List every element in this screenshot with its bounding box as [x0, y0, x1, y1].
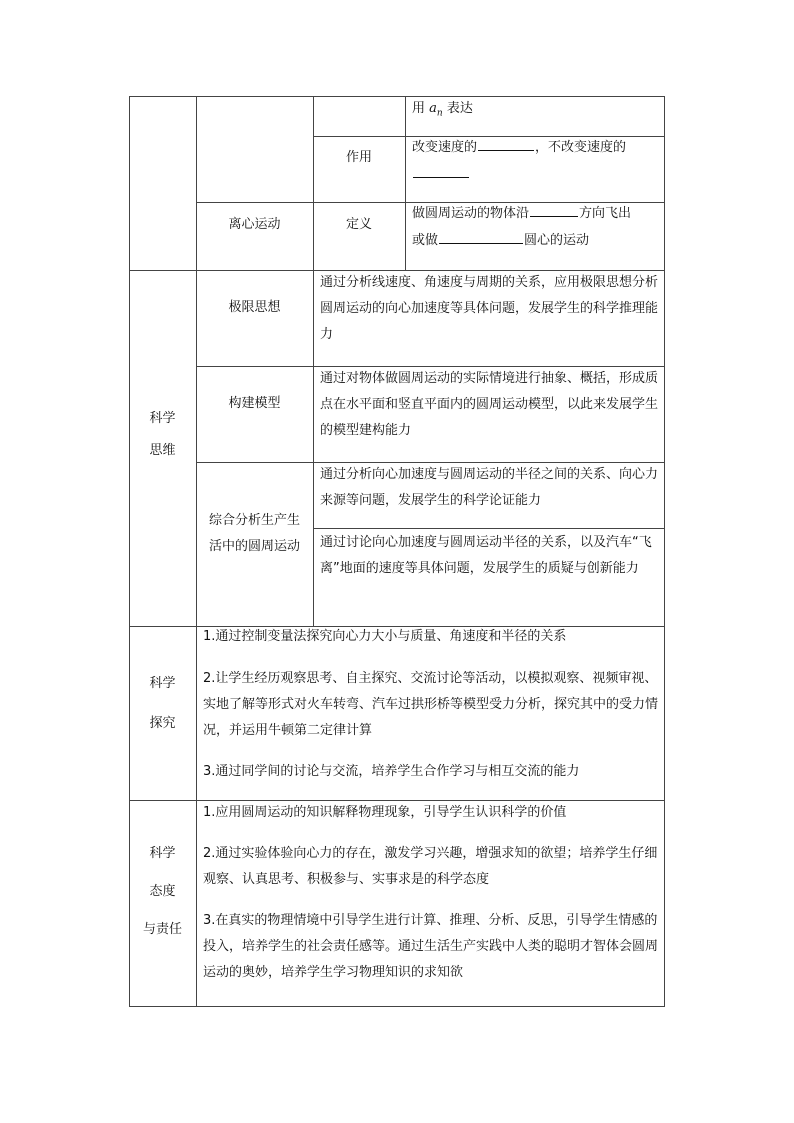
attitude-item-3: 3.在真实的物理情境中引导学生进行计算、推理、分析、反思，引导学生情感的投入，培养学生的社会责任感等。通过生活生产实践中人类的聪明才智体会圆周运动的奥妙，培养学生学习物理知识的求知欲 — [203, 913, 659, 980]
centrifugal-label: 离心运动 — [228, 217, 281, 232]
fill-blank — [530, 200, 578, 217]
model-text: 通过对物体做圆周运动的实际情境进行抽象、概括，形成质点在水平面和竖直平面内的圆周运动模型，以此来发展学生的模型建构能力 — [320, 371, 659, 438]
acceleration-subscript: n — [436, 108, 443, 119]
attitude-category: 科学 态度 与责任 — [142, 846, 182, 937]
inquiry-item-2: 2.让学生经历观察思考、自主探究、交流讨论等活动，以模拟观察、视频审视、实地了解等形式对火车转弯、汽车过拱形桥等模型受力分析，探究其中的受力情况，并运用牛顿第二定律计算 — [203, 671, 659, 738]
thinking-category: 科学 思维 — [149, 411, 176, 458]
limit-idea-label: 极限思想 — [228, 300, 281, 315]
express-cell — [412, 96, 660, 127]
express-prefix: 用 — [412, 101, 426, 116]
model-label: 构建模型 — [228, 396, 281, 411]
express-suffix: 表达 — [446, 101, 473, 116]
acceleration-symbol: a — [429, 101, 437, 116]
function-label: 作用 — [345, 150, 372, 165]
attitude-item-1: 1.应用圆周运动的知识解释物理现象，引导学生认识科学的价值 — [203, 805, 567, 820]
combined-text-2: 通过讨论向心加速度与圆周运动半径的关系，以及汽车“飞离”地面的速度等具体问题，发展学生的质疑与创新能力 — [320, 535, 652, 576]
definition-text: 做圆周运动的物体沿 方向飞出 或做 圆心的运动 — [412, 200, 660, 254]
combined-label: 综合分析生产生 活中的圆周运动 — [208, 513, 300, 554]
fill-blank — [413, 161, 469, 178]
definition-label: 定义 — [345, 217, 372, 232]
fill-blank — [439, 227, 523, 244]
limit-idea-text: 通过分析线速度、角速度与周期的关系，应用极限思想分析圆周运动的向心加速度等具体问题，发展学生的科学推理能力 — [320, 275, 659, 342]
fill-blank — [478, 134, 534, 151]
function-text: 改变速度的 ，不改变速度的 — [412, 134, 660, 188]
attitude-item-2: 2.通过实验体验向心力的存在，激发学习兴趣，增强求知的欲望；培养学生仔细观察、认真思考、积极参与、实事求是的科学态度 — [203, 846, 658, 887]
inquiry-item-1: 1.通过控制变量法探究向心力大小与质量、角速度和半径的关系 — [203, 629, 567, 644]
inquiry-category: 科学 探究 — [149, 676, 176, 731]
inquiry-item-3: 3.通过同学间的讨论与交流，培养学生合作学习与相互交流的能力 — [203, 764, 580, 779]
combined-text-1: 通过分析向心加速度与圆周运动的半径之间的关系、向心力来源等问题，发展学生的科学论证能力 — [320, 467, 659, 508]
